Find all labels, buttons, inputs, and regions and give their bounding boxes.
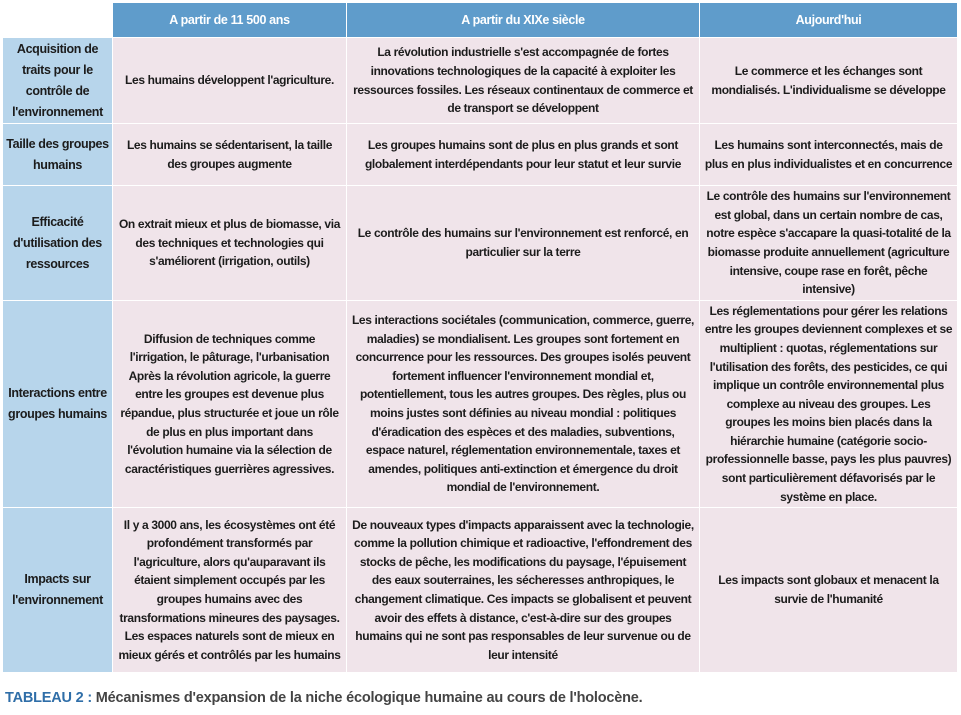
row-label-group-size: Taille des groupes humains — [3, 124, 113, 186]
cell-acquisition-holocene: Les humains développent l'agriculture. — [113, 38, 347, 124]
cell-group-size-holocene: Les humains se sédentarisent, la taille des groupes augmente — [113, 124, 347, 186]
cell-interactions-19th: Les interactions sociétales (communication, commerce, guerre, maladies) se mondialisent. Les groupes sont fortement en concurrence pour les ressources. Des groupes isolés peuvent fortement influencer l'environnement mondial et, potentiellement, tous les autres groupes. Des règles, plus ou moins justes sont définies au niveau mondial : politiques d'éradication des espèces et des maladies, subventions, espace naturel, réglementation environnementale, taxes et amendes, politiques anti-extinction et émergence du droit mondial de l'environnement. — [347, 301, 700, 508]
cell-efficiency-holocene: On extrait mieux et plus de biomasse, via des techniques et technologies qui s'améliorent (irrigation, outils) — [113, 186, 347, 301]
table-row — [3, 508, 958, 673]
niche-table — [2, 2, 958, 673]
header-col-19th-century: A partir du XIXe siècle — [347, 3, 700, 38]
cell-impacts-holocene: Il y a 3000 ans, les écosystèmes ont été profondément transformés par l'agriculture, alors qu'auparavant ils étaient simplement occupés par les groupes humains avec des transformations mineures des paysages. Les espaces naturels sont de mieux en mieux gérés et contrôlés par les humains — [113, 508, 347, 673]
cell-interactions-today: Les réglementations pour gérer les relations entre les groupes deviennent complexes et se multiplient : quotas, réglementations sur l'utilisation des forêts, des pesticides, ce qui implique un contrôle environnemental plus complexe au niveau des groupes. Les groupes les moins bien placés dans la hiérarchie humaine (catégorie socio-professionnelle basse, pays les plus pauvres) sont particulièrement défavorisés par le système en place. — [700, 301, 958, 508]
cell-acquisition-today: Le commerce et les échanges sont mondialisés. L'individualisme se développe — [700, 38, 958, 124]
caption-text: Mécanismes d'expansion de la niche écologique humaine au cours de l'holocène. — [95, 690, 643, 706]
table-caption — [5, 690, 642, 706]
cell-interactions-holocene: Diffusion de techniques comme l'irrigation, le pâturage, l'urbanisation Après la révolution agricole, la guerre entre les groupes est devenue plus répandue, plus structurée et joue un rôle de plus en plus important dans l'évolution humaine via la sélection de caractéristiques guerrières agressives. — [113, 301, 347, 508]
header-row — [3, 3, 958, 38]
table-row — [3, 124, 958, 186]
cell-group-size-today: Les humains sont interconnectés, mais de plus en plus individualistes et en concurrence — [700, 124, 958, 186]
cell-impacts-today: Les impacts sont globaux et menacent la survie de l'humanité — [700, 508, 958, 673]
table-row — [3, 301, 958, 508]
cell-acquisition-19th: La révolution industrielle s'est accompagnée de fortes innovations technologiques de la capacité à exploiter les ressources fossiles. Les réseaux continentaux de commerce et de transport se développent — [347, 38, 700, 124]
header-col-holocene-start: A partir de 11 500 ans — [113, 3, 347, 38]
row-label-interactions: Interactions entre groupes humains — [3, 301, 113, 508]
table-row — [3, 186, 958, 301]
row-label-acquisition: Acquisition de traits pour le contrôle de l'environnement — [3, 38, 113, 124]
cell-efficiency-19th: Le contrôle des humains sur l'environnement est renforcé, en particulier sur la terre — [347, 186, 700, 301]
row-label-efficiency: Efficacité d'utilisation des ressources — [3, 186, 113, 301]
table-row — [3, 38, 958, 124]
header-col-today: Aujourd'hui — [700, 3, 958, 38]
cell-group-size-19th: Les groupes humains sont de plus en plus grands et sont globalement interdépendants pour leur statut et leur survie — [347, 124, 700, 186]
cell-impacts-19th: De nouveaux types d'impacts apparaissent avec la technologie, comme la pollution chimique et radioactive, l'effondrement des stocks de pêche, les modifications du paysage, l'épuisement des eaux souterraines, les sécheresses anthropiques, le changement climatique. Ces impacts se globalisent et peuvent avoir des effets à distance, c'est-à-dire sur des groupes humains qui ne sont pas responsables de leur survenue ou de leur intensité — [347, 508, 700, 673]
cell-efficiency-today: Le contrôle des humains sur l'environnement est global, dans un certain nombre de cas, notre espèce s'accapare la quasi-totalité de la biomasse produite annuellement (agriculture intensive, coupe rase en forêt, pêche intensive) — [700, 186, 958, 301]
row-label-impacts: Impacts sur l'environnement — [3, 508, 113, 673]
header-corner — [3, 3, 113, 38]
caption-label: TABLEAU 2 : — [5, 690, 92, 706]
